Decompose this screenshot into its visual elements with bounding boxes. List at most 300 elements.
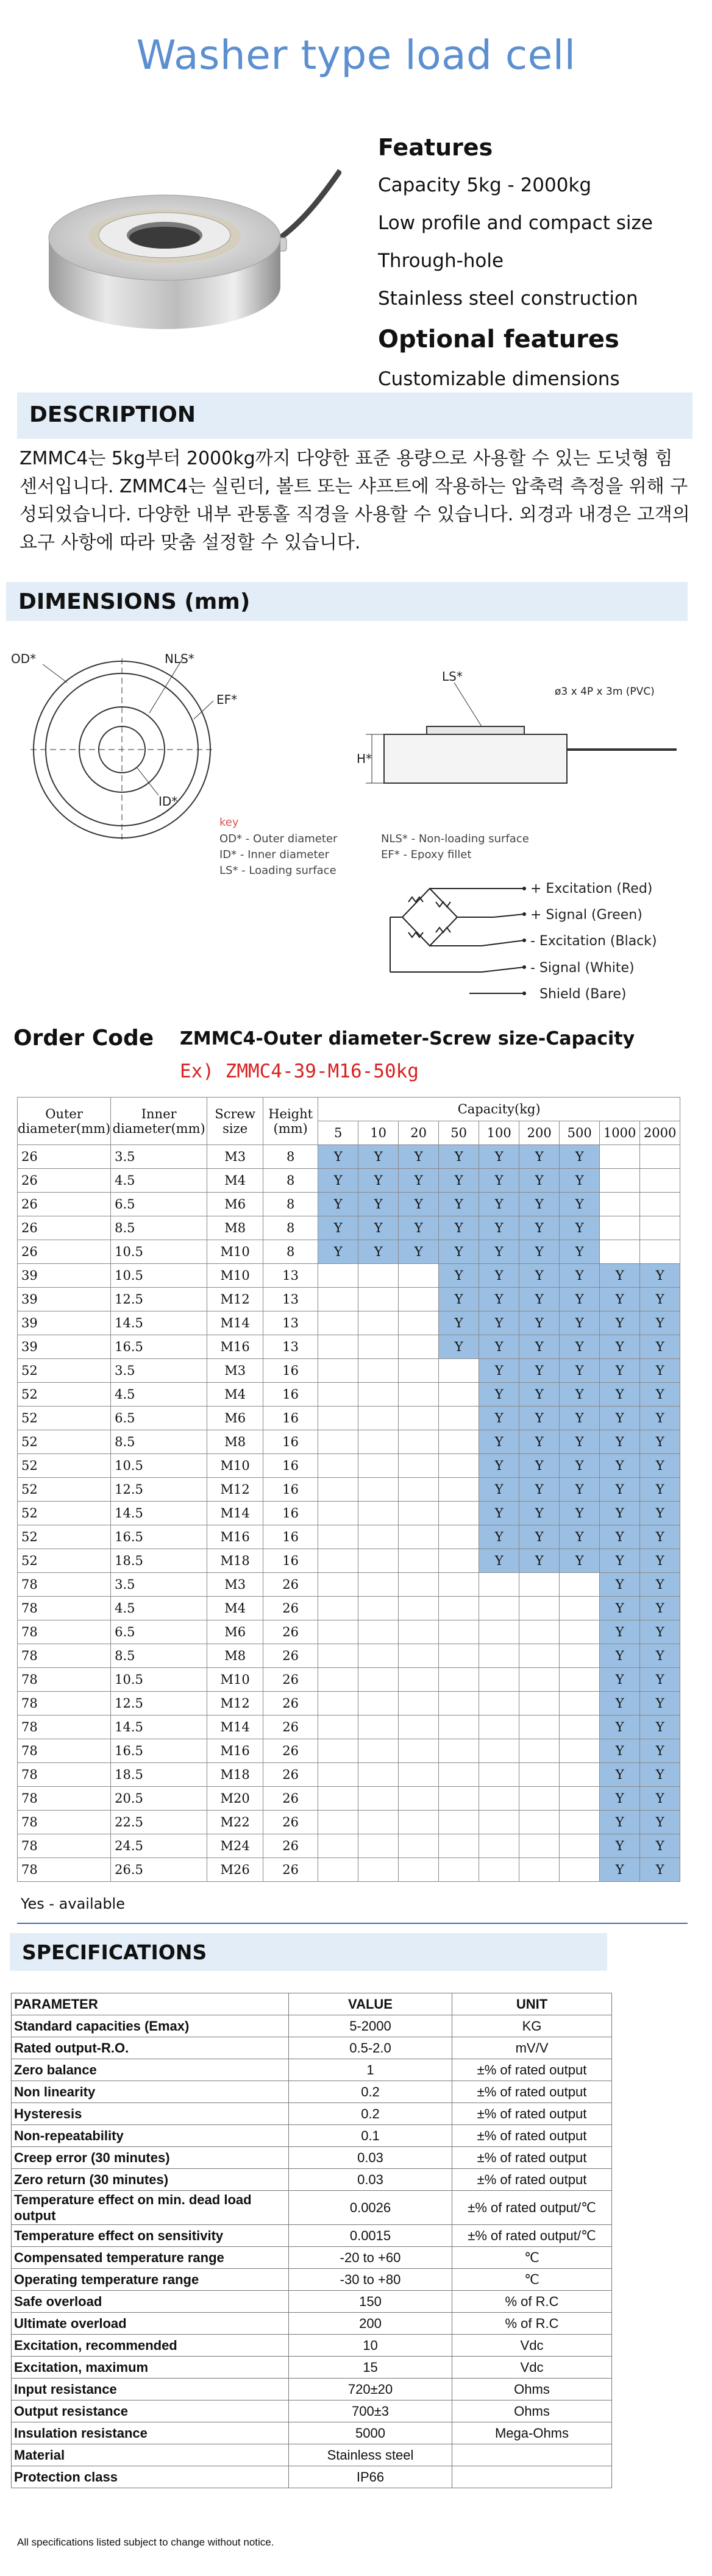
capacity-empty-cell bbox=[358, 1407, 399, 1430]
capacity-empty-cell bbox=[358, 1383, 399, 1407]
capacity-available-cell: Y bbox=[479, 1216, 519, 1240]
capacity-empty-cell bbox=[439, 1834, 479, 1858]
capacity-empty-cell bbox=[439, 1668, 479, 1692]
capacity-empty-cell bbox=[439, 1383, 479, 1407]
outer-diameter-cell: 78 bbox=[18, 1716, 111, 1739]
capacity-empty-cell bbox=[399, 1525, 439, 1549]
feature-item: Through-hole bbox=[378, 250, 504, 272]
capacity-available-cell: Y bbox=[560, 1525, 600, 1549]
capacity-available-cell: Y bbox=[560, 1430, 600, 1454]
capacity-empty-cell bbox=[358, 1597, 399, 1620]
spec-value: 0.0026 bbox=[289, 2191, 452, 2225]
table-row bbox=[18, 1311, 680, 1335]
header-outer: Outer diameter(mm) bbox=[18, 1098, 111, 1145]
capacity-available-cell: Y bbox=[479, 1454, 519, 1478]
outer-diameter-cell: 26 bbox=[18, 1240, 111, 1264]
capacity-empty-cell bbox=[399, 1264, 439, 1288]
capacity-empty-cell bbox=[318, 1311, 358, 1335]
wire-label: Shield (Bare) bbox=[539, 987, 627, 1002]
capacity-available-cell: Y bbox=[600, 1858, 640, 1882]
capacity-header-cell: 100 bbox=[479, 1121, 519, 1145]
capacity-empty-cell bbox=[439, 1597, 479, 1620]
capacity-available-cell: Y bbox=[479, 1335, 519, 1359]
capacity-empty-cell bbox=[318, 1573, 358, 1597]
wire-label: + Excitation (Red) bbox=[530, 881, 653, 896]
height-cell: 16 bbox=[263, 1478, 318, 1502]
capacity-available-cell: Y bbox=[479, 1502, 519, 1525]
capacity-empty-cell bbox=[479, 1597, 519, 1620]
spec-parameter: Material bbox=[12, 2444, 289, 2466]
height-cell: 26 bbox=[263, 1858, 318, 1882]
capacity-available-cell: Y bbox=[519, 1145, 560, 1169]
optional-features-heading: Optional features bbox=[378, 325, 619, 353]
capacity-empty-cell bbox=[439, 1692, 479, 1716]
capacity-available-cell: Y bbox=[640, 1335, 680, 1359]
capacity-empty-cell bbox=[318, 1811, 358, 1834]
capacity-available-cell: Y bbox=[358, 1216, 399, 1240]
label-h: H* bbox=[357, 751, 372, 766]
screw-size-cell: M18 bbox=[207, 1549, 263, 1573]
screw-size-cell: M8 bbox=[207, 1644, 263, 1668]
capacity-empty-cell bbox=[600, 1216, 640, 1240]
capacity-available-cell: Y bbox=[519, 1193, 560, 1216]
height-cell: 26 bbox=[263, 1763, 318, 1787]
dimensions-bar bbox=[6, 582, 688, 621]
capacity-empty-cell bbox=[318, 1644, 358, 1668]
key-item: OD* - Outer diameter bbox=[219, 832, 338, 845]
capacity-available-cell: Y bbox=[519, 1240, 560, 1264]
capacity-available-cell: Y bbox=[560, 1454, 600, 1478]
capacity-empty-cell bbox=[358, 1478, 399, 1502]
spec-header-unit: UNIT bbox=[452, 1993, 612, 2015]
capacity-header-cell: 500 bbox=[560, 1121, 600, 1145]
capacity-available-cell: Y bbox=[560, 1478, 600, 1502]
capacity-empty-cell bbox=[399, 1787, 439, 1811]
inner-diameter-cell: 6.5 bbox=[111, 1620, 207, 1644]
capacity-empty-cell bbox=[519, 1692, 560, 1716]
capacity-available-cell: Y bbox=[600, 1620, 640, 1644]
capacity-available-cell: Y bbox=[519, 1430, 560, 1454]
table-row bbox=[18, 1407, 680, 1430]
spec-row bbox=[12, 2103, 612, 2125]
capacity-available-cell: Y bbox=[640, 1858, 680, 1882]
capacity-available-cell: Y bbox=[600, 1335, 640, 1359]
capacity-available-cell: Y bbox=[519, 1311, 560, 1335]
capacity-empty-cell bbox=[358, 1668, 399, 1692]
header-height: Height (mm) bbox=[263, 1098, 318, 1145]
spec-unit: ±% of rated output bbox=[452, 2103, 612, 2125]
spec-parameter: Non linearity bbox=[12, 2081, 289, 2103]
inner-diameter-cell: 3.5 bbox=[111, 1359, 207, 1383]
capacity-empty-cell bbox=[358, 1430, 399, 1454]
capacity-available-cell: Y bbox=[560, 1549, 600, 1573]
capacity-empty-cell bbox=[479, 1858, 519, 1882]
label-id: ID* bbox=[158, 794, 178, 809]
capacity-empty-cell bbox=[399, 1739, 439, 1763]
capacity-available-cell: Y bbox=[519, 1335, 560, 1359]
capacity-empty-cell bbox=[358, 1502, 399, 1525]
inner-diameter-cell: 3.5 bbox=[111, 1573, 207, 1597]
inner-diameter-cell: 10.5 bbox=[111, 1668, 207, 1692]
divider bbox=[17, 1923, 688, 1924]
capacity-empty-cell bbox=[399, 1811, 439, 1834]
capacity-available-cell: Y bbox=[479, 1430, 519, 1454]
capacity-available-cell: Y bbox=[600, 1763, 640, 1787]
spec-value: Stainless steel bbox=[289, 2444, 452, 2466]
screw-size-cell: M10 bbox=[207, 1264, 263, 1288]
capacity-empty-cell bbox=[318, 1620, 358, 1644]
capacity-available-cell: Y bbox=[439, 1240, 479, 1264]
capacity-available-cell: Y bbox=[640, 1383, 680, 1407]
features-panel bbox=[378, 134, 695, 406]
outer-diameter-cell: 52 bbox=[18, 1359, 111, 1383]
feature-item: Low profile and compact size bbox=[378, 212, 653, 234]
spec-parameter: Zero balance bbox=[12, 2059, 289, 2081]
outer-diameter-cell: 52 bbox=[18, 1454, 111, 1478]
spec-value: 0.2 bbox=[289, 2081, 452, 2103]
capacity-empty-cell bbox=[479, 1811, 519, 1834]
capacity-empty-cell bbox=[519, 1597, 560, 1620]
capacity-available-cell: Y bbox=[640, 1620, 680, 1644]
capacity-available-cell: Y bbox=[600, 1288, 640, 1311]
capacity-available-cell: Y bbox=[600, 1311, 640, 1335]
spec-parameter: Input resistance bbox=[12, 2379, 289, 2400]
capacity-empty-cell bbox=[560, 1858, 600, 1882]
capacity-available-cell: Y bbox=[600, 1407, 640, 1430]
screw-size-cell: M16 bbox=[207, 1739, 263, 1763]
inner-diameter-cell: 18.5 bbox=[111, 1763, 207, 1787]
capacity-available-cell: Y bbox=[560, 1216, 600, 1240]
spec-row bbox=[12, 2379, 612, 2400]
capacity-empty-cell bbox=[439, 1787, 479, 1811]
spec-row bbox=[12, 2291, 612, 2313]
capacity-available-cell: Y bbox=[479, 1407, 519, 1430]
height-cell: 26 bbox=[263, 1739, 318, 1763]
label-od: OD* bbox=[11, 651, 37, 666]
optional-feature-item: Customizable dimensions bbox=[378, 368, 620, 390]
inner-diameter-cell: 12.5 bbox=[111, 1288, 207, 1311]
capacity-available-cell: Y bbox=[640, 1264, 680, 1288]
spec-row bbox=[12, 2225, 612, 2247]
capacity-empty-cell bbox=[519, 1668, 560, 1692]
capacity-empty-cell bbox=[358, 1811, 399, 1834]
capacity-empty-cell bbox=[560, 1597, 600, 1620]
feature-item: Stainless steel construction bbox=[378, 288, 638, 310]
header-screw: Screw size bbox=[207, 1098, 263, 1145]
capacity-empty-cell bbox=[479, 1739, 519, 1763]
capacity-available-cell: Y bbox=[640, 1478, 680, 1502]
capacity-empty-cell bbox=[519, 1763, 560, 1787]
spec-row bbox=[12, 2444, 612, 2466]
spec-unit: ±% of rated output bbox=[452, 2125, 612, 2147]
capacity-empty-cell bbox=[439, 1359, 479, 1383]
inner-diameter-cell: 10.5 bbox=[111, 1240, 207, 1264]
capacity-empty-cell bbox=[358, 1620, 399, 1644]
spec-unit: ±% of rated output/℃ bbox=[452, 2225, 612, 2247]
capacity-empty-cell bbox=[318, 1502, 358, 1525]
spec-header-value: VALUE bbox=[289, 1993, 452, 2015]
screw-size-cell: M16 bbox=[207, 1335, 263, 1359]
table-row bbox=[18, 1858, 680, 1882]
capacity-available-cell: Y bbox=[560, 1311, 600, 1335]
capacity-header-cell: 2000 bbox=[640, 1121, 680, 1145]
inner-diameter-cell: 4.5 bbox=[111, 1597, 207, 1620]
capacity-empty-cell bbox=[399, 1620, 439, 1644]
capacity-empty-cell bbox=[358, 1573, 399, 1597]
capacity-available-cell: Y bbox=[560, 1335, 600, 1359]
capacity-empty-cell bbox=[358, 1549, 399, 1573]
key-item: LS* - Loading surface bbox=[219, 864, 336, 877]
label-ef: EF* bbox=[216, 692, 238, 707]
capacity-empty-cell bbox=[439, 1716, 479, 1739]
availability-legend: Yes - available bbox=[21, 1895, 125, 1912]
capacity-available-cell: Y bbox=[399, 1169, 439, 1193]
feature-item: Capacity 5kg - 2000kg bbox=[378, 174, 592, 196]
capacity-available-cell: Y bbox=[640, 1716, 680, 1739]
height-cell: 26 bbox=[263, 1668, 318, 1692]
spec-value: 700±3 bbox=[289, 2400, 452, 2422]
height-cell: 26 bbox=[263, 1716, 318, 1739]
capacity-available-cell: Y bbox=[479, 1264, 519, 1288]
outer-diameter-cell: 78 bbox=[18, 1858, 111, 1882]
capacity-empty-cell bbox=[439, 1763, 479, 1787]
capacity-available-cell: Y bbox=[399, 1240, 439, 1264]
spec-value: 720±20 bbox=[289, 2379, 452, 2400]
screw-size-cell: M10 bbox=[207, 1454, 263, 1478]
spec-row bbox=[12, 2081, 612, 2103]
outer-diameter-cell: 39 bbox=[18, 1335, 111, 1359]
capacity-empty-cell bbox=[358, 1644, 399, 1668]
capacity-available-cell: Y bbox=[640, 1739, 680, 1763]
height-cell: 13 bbox=[263, 1335, 318, 1359]
inner-diameter-cell: 12.5 bbox=[111, 1692, 207, 1716]
capacity-available-cell: Y bbox=[479, 1288, 519, 1311]
spec-parameter: Non-repeatability bbox=[12, 2125, 289, 2147]
capacity-empty-cell bbox=[399, 1502, 439, 1525]
spec-row bbox=[12, 2015, 612, 2037]
capacity-available-cell: Y bbox=[479, 1193, 519, 1216]
capacity-available-cell: Y bbox=[519, 1478, 560, 1502]
outer-diameter-cell: 52 bbox=[18, 1430, 111, 1454]
capacity-empty-cell bbox=[399, 1644, 439, 1668]
capacity-header-cell: 20 bbox=[399, 1121, 439, 1145]
spec-unit: ±% of rated output bbox=[452, 2081, 612, 2103]
capacity-empty-cell bbox=[318, 1858, 358, 1882]
inner-diameter-cell: 14.5 bbox=[111, 1311, 207, 1335]
spec-value: 0.0015 bbox=[289, 2225, 452, 2247]
description-heading: DESCRIPTION bbox=[29, 402, 196, 427]
capacity-empty-cell bbox=[358, 1288, 399, 1311]
outer-diameter-cell: 52 bbox=[18, 1502, 111, 1525]
capacity-empty-cell bbox=[560, 1834, 600, 1858]
capacity-empty-cell bbox=[519, 1716, 560, 1739]
spec-value: 200 bbox=[289, 2313, 452, 2335]
capacity-empty-cell bbox=[399, 1335, 439, 1359]
spec-row bbox=[12, 2357, 612, 2379]
capacity-empty-cell bbox=[399, 1383, 439, 1407]
spec-parameter: Insulation resistance bbox=[12, 2422, 289, 2444]
inner-diameter-cell: 18.5 bbox=[111, 1549, 207, 1573]
capacity-available-cell: Y bbox=[358, 1169, 399, 1193]
outer-diameter-cell: 78 bbox=[18, 1811, 111, 1834]
capacity-available-cell: Y bbox=[519, 1502, 560, 1525]
spec-row bbox=[12, 2037, 612, 2059]
spec-parameter: Creep error (30 minutes) bbox=[12, 2147, 289, 2169]
capacity-available-cell: Y bbox=[358, 1145, 399, 1169]
height-cell: 26 bbox=[263, 1573, 318, 1597]
capacity-empty-cell bbox=[318, 1739, 358, 1763]
spec-parameter: Temperature effect on sensitivity bbox=[12, 2225, 289, 2247]
capacity-available-cell: Y bbox=[318, 1145, 358, 1169]
capacity-empty-cell bbox=[318, 1787, 358, 1811]
inner-diameter-cell: 3.5 bbox=[111, 1145, 207, 1169]
specifications-body bbox=[12, 2015, 612, 2488]
screw-size-cell: M3 bbox=[207, 1573, 263, 1597]
capacity-available-cell: Y bbox=[560, 1288, 600, 1311]
capacity-empty-cell bbox=[640, 1216, 680, 1240]
outer-diameter-cell: 78 bbox=[18, 1597, 111, 1620]
spec-unit: KG bbox=[452, 2015, 612, 2037]
spec-row bbox=[12, 2125, 612, 2147]
outer-diameter-cell: 39 bbox=[18, 1288, 111, 1311]
capacity-available-cell: Y bbox=[399, 1145, 439, 1169]
inner-diameter-cell: 10.5 bbox=[111, 1264, 207, 1288]
height-cell: 13 bbox=[263, 1264, 318, 1288]
key-item: EF* - Epoxy fillet bbox=[381, 848, 472, 861]
inner-diameter-cell: 26.5 bbox=[111, 1858, 207, 1882]
capacity-header-cell: 10 bbox=[358, 1121, 399, 1145]
table-row bbox=[18, 1763, 680, 1787]
table-row bbox=[18, 1335, 680, 1359]
order-code-example: Ex) ZMMC4-39-M16-50kg bbox=[180, 1060, 419, 1082]
capacity-empty-cell bbox=[399, 1430, 439, 1454]
capacity-available-cell: Y bbox=[519, 1359, 560, 1383]
capacity-available-cell: Y bbox=[600, 1359, 640, 1383]
spec-unit: mV/V bbox=[452, 2037, 612, 2059]
inner-diameter-cell: 14.5 bbox=[111, 1716, 207, 1739]
spec-unit: % of R.C bbox=[452, 2313, 612, 2335]
screw-size-cell: M14 bbox=[207, 1716, 263, 1739]
capacity-available-cell: Y bbox=[479, 1359, 519, 1383]
table-row bbox=[18, 1145, 680, 1169]
capacity-empty-cell bbox=[399, 1311, 439, 1335]
capacity-available-cell: Y bbox=[519, 1264, 560, 1288]
spec-parameter: Ultimate overload bbox=[12, 2313, 289, 2335]
capacity-empty-cell bbox=[640, 1169, 680, 1193]
outer-diameter-cell: 52 bbox=[18, 1478, 111, 1502]
capacity-available-cell: Y bbox=[519, 1288, 560, 1311]
capacity-available-cell: Y bbox=[519, 1407, 560, 1430]
capacity-available-cell: Y bbox=[600, 1787, 640, 1811]
capacity-available-cell: Y bbox=[479, 1145, 519, 1169]
table-row bbox=[18, 1454, 680, 1478]
capacity-empty-cell bbox=[318, 1407, 358, 1430]
table-row bbox=[18, 1811, 680, 1834]
capacity-empty-cell bbox=[640, 1193, 680, 1216]
capacity-header-cell: 50 bbox=[439, 1121, 479, 1145]
inner-diameter-cell: 16.5 bbox=[111, 1739, 207, 1763]
capacity-empty-cell bbox=[479, 1668, 519, 1692]
capacity-available-cell: Y bbox=[439, 1335, 479, 1359]
capacity-available-cell: Y bbox=[600, 1739, 640, 1763]
spec-parameter: Rated output-R.O. bbox=[12, 2037, 289, 2059]
capacity-empty-cell bbox=[519, 1644, 560, 1668]
table-row bbox=[18, 1359, 680, 1383]
capacity-empty-cell bbox=[439, 1739, 479, 1763]
capacity-available-cell: Y bbox=[600, 1668, 640, 1692]
capacity-empty-cell bbox=[399, 1834, 439, 1858]
spec-header-parameter: PARAMETER bbox=[12, 1993, 289, 2015]
screw-size-cell: M4 bbox=[207, 1169, 263, 1193]
spec-unit: Ohms bbox=[452, 2379, 612, 2400]
outer-diameter-cell: 39 bbox=[18, 1264, 111, 1288]
screw-size-cell: M18 bbox=[207, 1763, 263, 1787]
capacity-empty-cell bbox=[439, 1454, 479, 1478]
specifications-bar bbox=[10, 1933, 607, 1971]
inner-diameter-cell: 14.5 bbox=[111, 1502, 207, 1525]
height-cell: 26 bbox=[263, 1692, 318, 1716]
spec-value: 5-2000 bbox=[289, 2015, 452, 2037]
capacity-available-cell: Y bbox=[519, 1169, 560, 1193]
dimension-drawing bbox=[0, 646, 712, 1024]
capacity-available-cell: Y bbox=[640, 1549, 680, 1573]
outer-diameter-cell: 26 bbox=[18, 1216, 111, 1240]
inner-diameter-cell: 20.5 bbox=[111, 1787, 207, 1811]
spec-value: IP66 bbox=[289, 2466, 452, 2488]
height-cell: 26 bbox=[263, 1644, 318, 1668]
capacity-available-cell: Y bbox=[439, 1145, 479, 1169]
capacity-available-cell: Y bbox=[600, 1478, 640, 1502]
capacity-empty-cell bbox=[399, 1454, 439, 1478]
capacity-available-cell: Y bbox=[399, 1193, 439, 1216]
screw-size-cell: M10 bbox=[207, 1240, 263, 1264]
table-row bbox=[18, 1549, 680, 1573]
capacity-empty-cell bbox=[560, 1739, 600, 1763]
height-cell: 26 bbox=[263, 1811, 318, 1834]
outer-diameter-cell: 78 bbox=[18, 1834, 111, 1858]
capacity-available-cell: Y bbox=[318, 1216, 358, 1240]
capacity-available-cell: Y bbox=[439, 1193, 479, 1216]
outer-diameter-cell: 78 bbox=[18, 1787, 111, 1811]
product-image bbox=[37, 146, 341, 347]
spec-row bbox=[12, 2191, 612, 2225]
table-row bbox=[18, 1834, 680, 1858]
capacity-empty-cell bbox=[358, 1858, 399, 1882]
capacity-empty-cell bbox=[399, 1716, 439, 1739]
capacity-empty-cell bbox=[399, 1668, 439, 1692]
key-item: NLS* - Non-loading surface bbox=[381, 832, 529, 845]
wire-label: - Signal (White) bbox=[530, 960, 635, 976]
table-row bbox=[18, 1620, 680, 1644]
height-cell: 16 bbox=[263, 1549, 318, 1573]
spec-row bbox=[12, 2466, 612, 2488]
screw-size-cell: M12 bbox=[207, 1692, 263, 1716]
capacity-available-cell: Y bbox=[519, 1549, 560, 1573]
capacity-empty-cell bbox=[358, 1763, 399, 1787]
capacity-empty-cell bbox=[399, 1549, 439, 1573]
capacity-available-cell: Y bbox=[640, 1288, 680, 1311]
order-table-body bbox=[18, 1145, 680, 1882]
capacity-available-cell: Y bbox=[640, 1692, 680, 1716]
outer-diameter-cell: 78 bbox=[18, 1739, 111, 1763]
screw-size-cell: M3 bbox=[207, 1145, 263, 1169]
height-cell: 13 bbox=[263, 1288, 318, 1311]
capacity-empty-cell bbox=[519, 1858, 560, 1882]
capacity-available-cell: Y bbox=[640, 1525, 680, 1549]
capacity-empty-cell bbox=[399, 1407, 439, 1430]
wiring-diagram bbox=[390, 889, 524, 993]
spec-value: -30 to +80 bbox=[289, 2269, 452, 2291]
